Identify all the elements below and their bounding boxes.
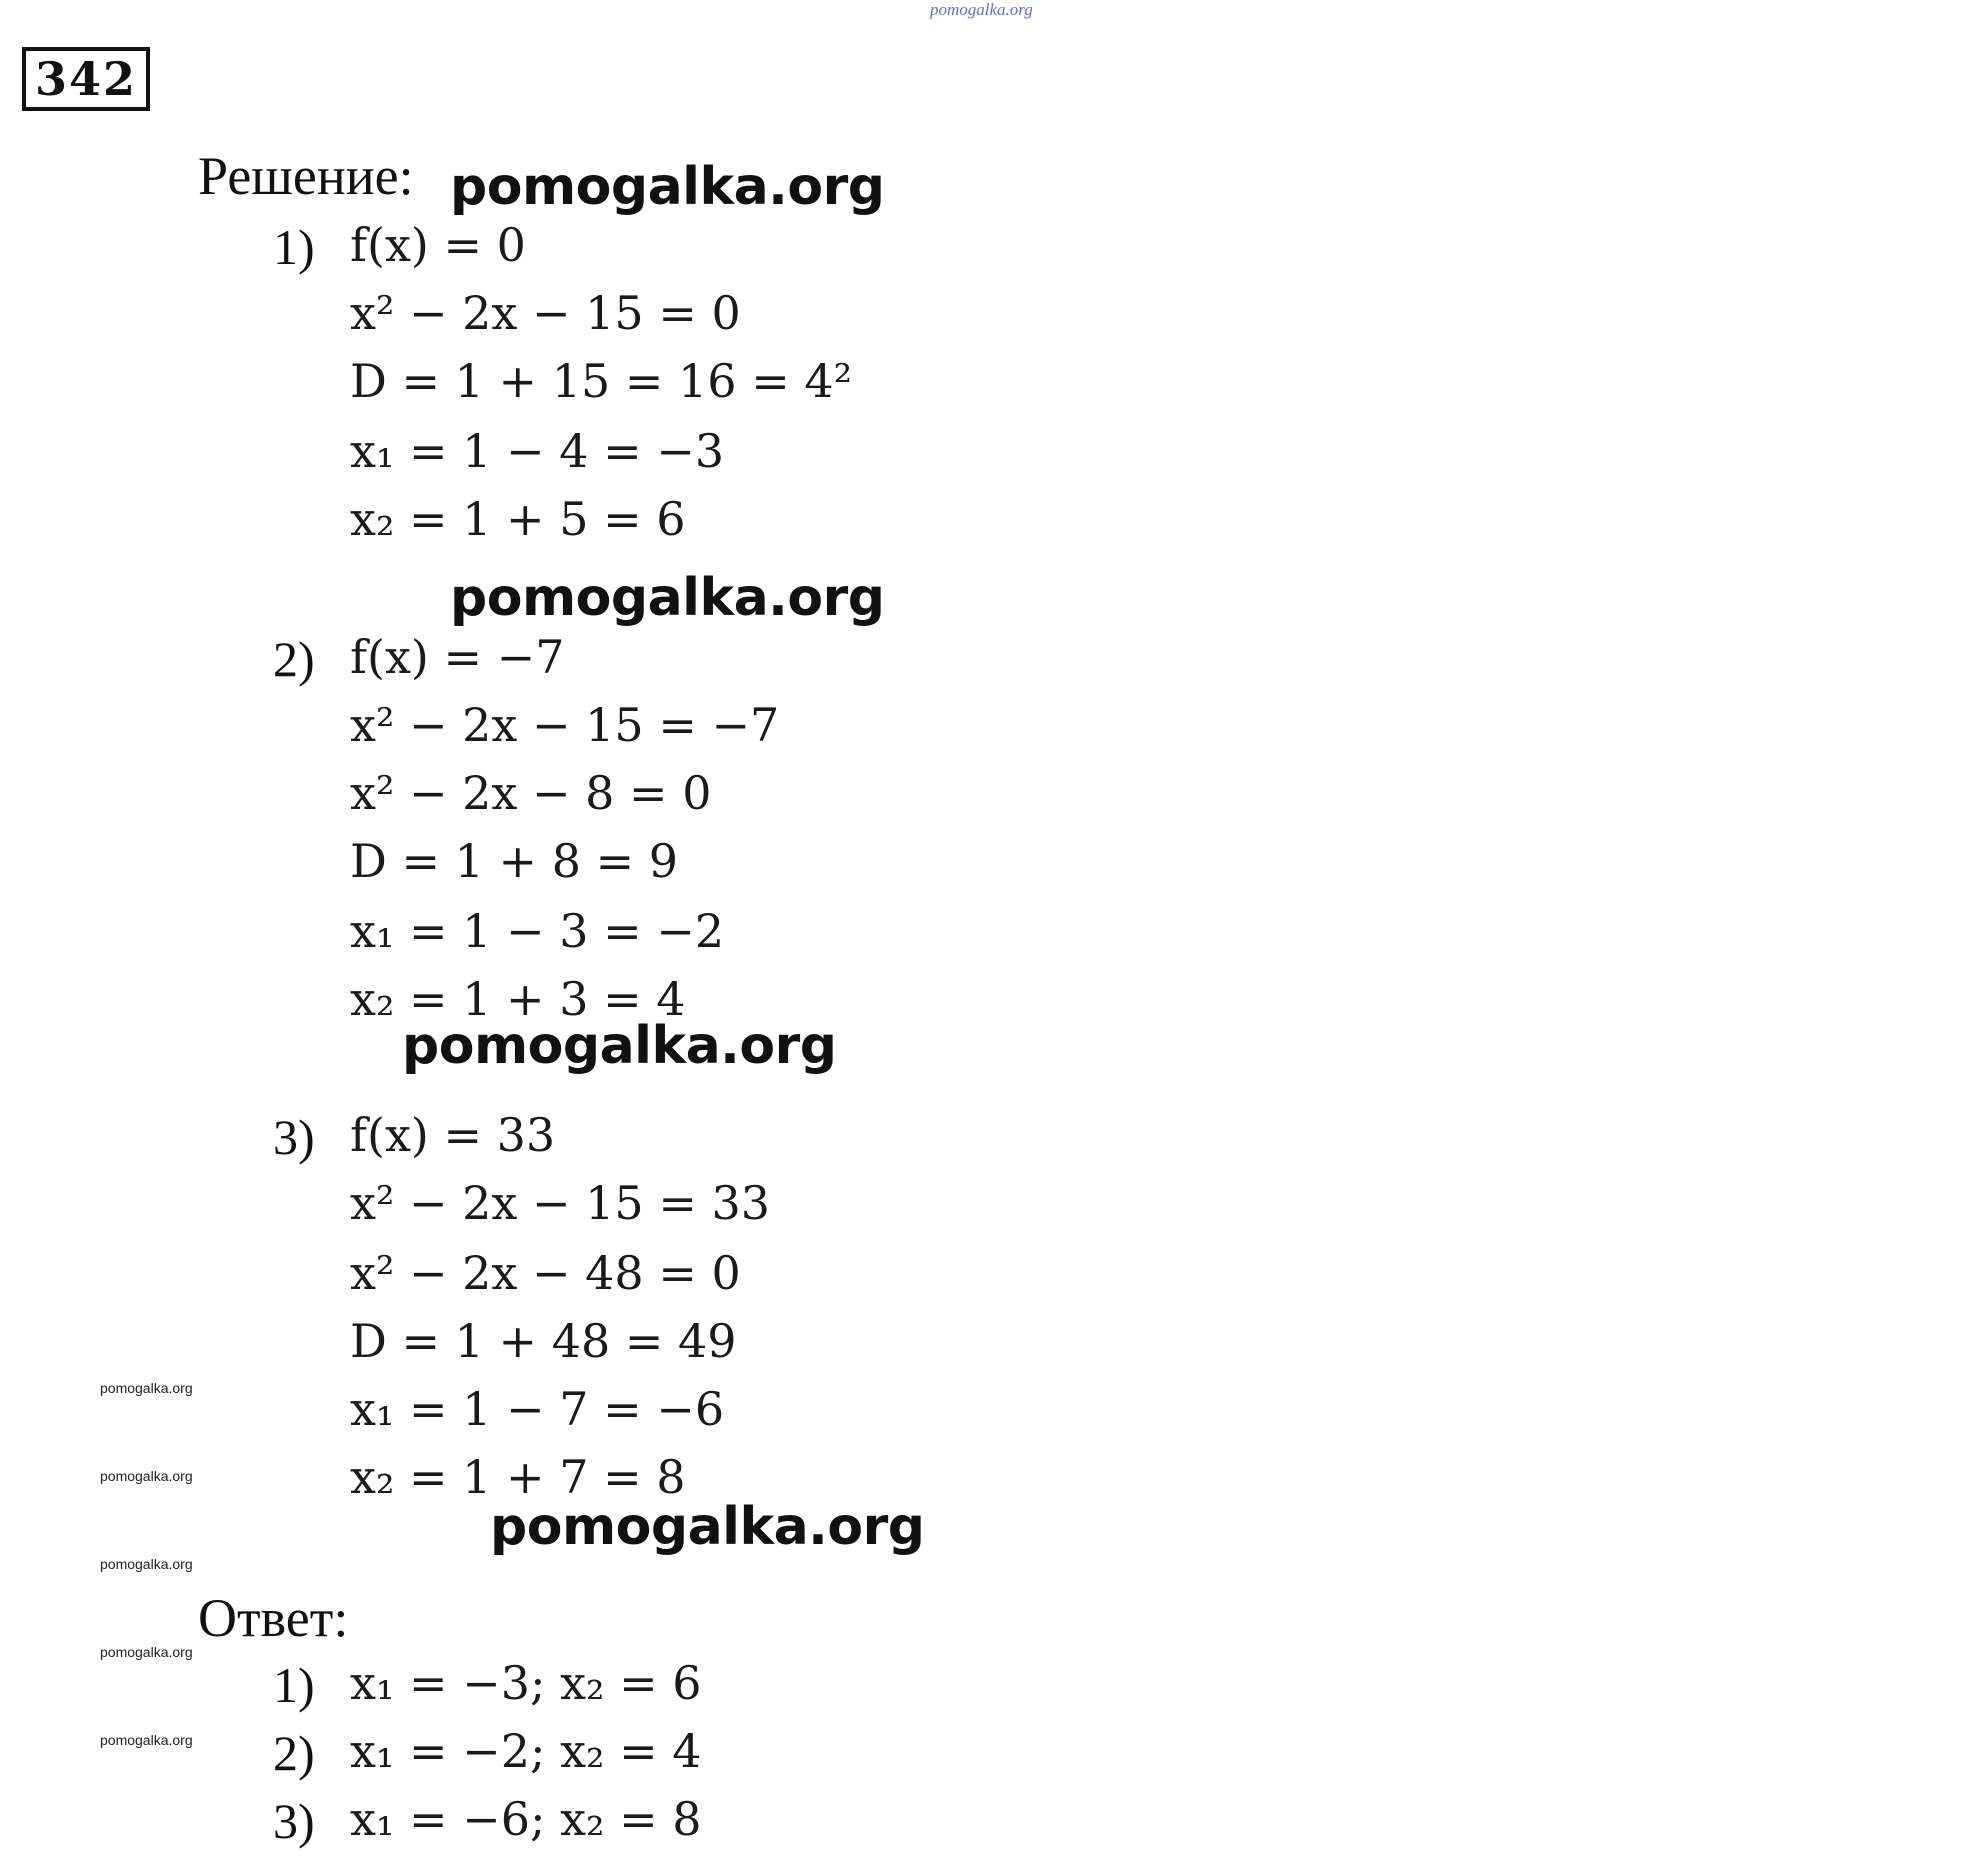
solution-line: x₂ = 1 + 7 = 8: [350, 1450, 686, 1504]
answer-label: 3): [273, 1793, 315, 1849]
solution-line: x² − 2x − 15 = 33: [350, 1176, 771, 1230]
answer-line: x₁ = −2; x₂ = 4: [350, 1724, 702, 1778]
watermark-big: pomogalka.org: [490, 1497, 925, 1557]
solution-line: x² − 2x − 8 = 0: [350, 766, 712, 820]
solution-line: x² − 2x − 48 = 0: [350, 1246, 741, 1300]
watermark-small: pomogalka.org: [100, 1556, 193, 1572]
watermark-big: pomogalka.org: [402, 1016, 837, 1076]
watermark-small: pomogalka.org: [100, 1644, 193, 1660]
solution-line: x₁ = 1 − 4 = −3: [350, 424, 725, 478]
solution-line: D = 1 + 8 = 9: [350, 834, 679, 888]
solution-line: x² − 2x − 15 = 0: [350, 286, 741, 340]
answer-label: 2): [273, 1725, 315, 1781]
answer-heading: Ответ:: [198, 1588, 349, 1648]
watermark-big: pomogalka.org: [450, 157, 885, 217]
solution-line: x₂ = 1 + 5 = 6: [350, 492, 686, 546]
solution-line: D = 1 + 15 = 16 = 4²: [350, 354, 853, 408]
solution-line: x₁ = 1 − 7 = −6: [350, 1382, 725, 1436]
watermark-small: pomogalka.org: [100, 1380, 193, 1396]
answer-line: x₁ = −6; x₂ = 8: [350, 1792, 702, 1846]
part-label: 3): [273, 1109, 315, 1165]
part-label: 1): [273, 219, 315, 275]
watermark-big: pomogalka.org: [450, 568, 885, 628]
solution-line: f(x) = −7: [350, 630, 565, 684]
answer-line: x₁ = −3; x₂ = 6: [350, 1656, 702, 1710]
solution-line: x₁ = 1 − 3 = −2: [350, 904, 725, 958]
watermark-top: pomogalka.org: [930, 0, 1033, 19]
answer-label: 1): [273, 1657, 315, 1713]
solution-line: x² − 2x − 15 = −7: [350, 698, 780, 752]
solution-line: D = 1 + 48 = 49: [350, 1314, 737, 1368]
problem-number: 342: [22, 47, 150, 111]
solution-heading: Решение:: [198, 146, 414, 206]
solution-line: x₂ = 1 + 3 = 4: [350, 972, 686, 1026]
watermark-small: pomogalka.org: [100, 1468, 193, 1484]
solution-line: f(x) = 0: [350, 218, 526, 272]
solution-line: f(x) = 33: [350, 1108, 556, 1162]
part-label: 2): [273, 631, 315, 687]
watermark-small: pomogalka.org: [100, 1732, 193, 1748]
